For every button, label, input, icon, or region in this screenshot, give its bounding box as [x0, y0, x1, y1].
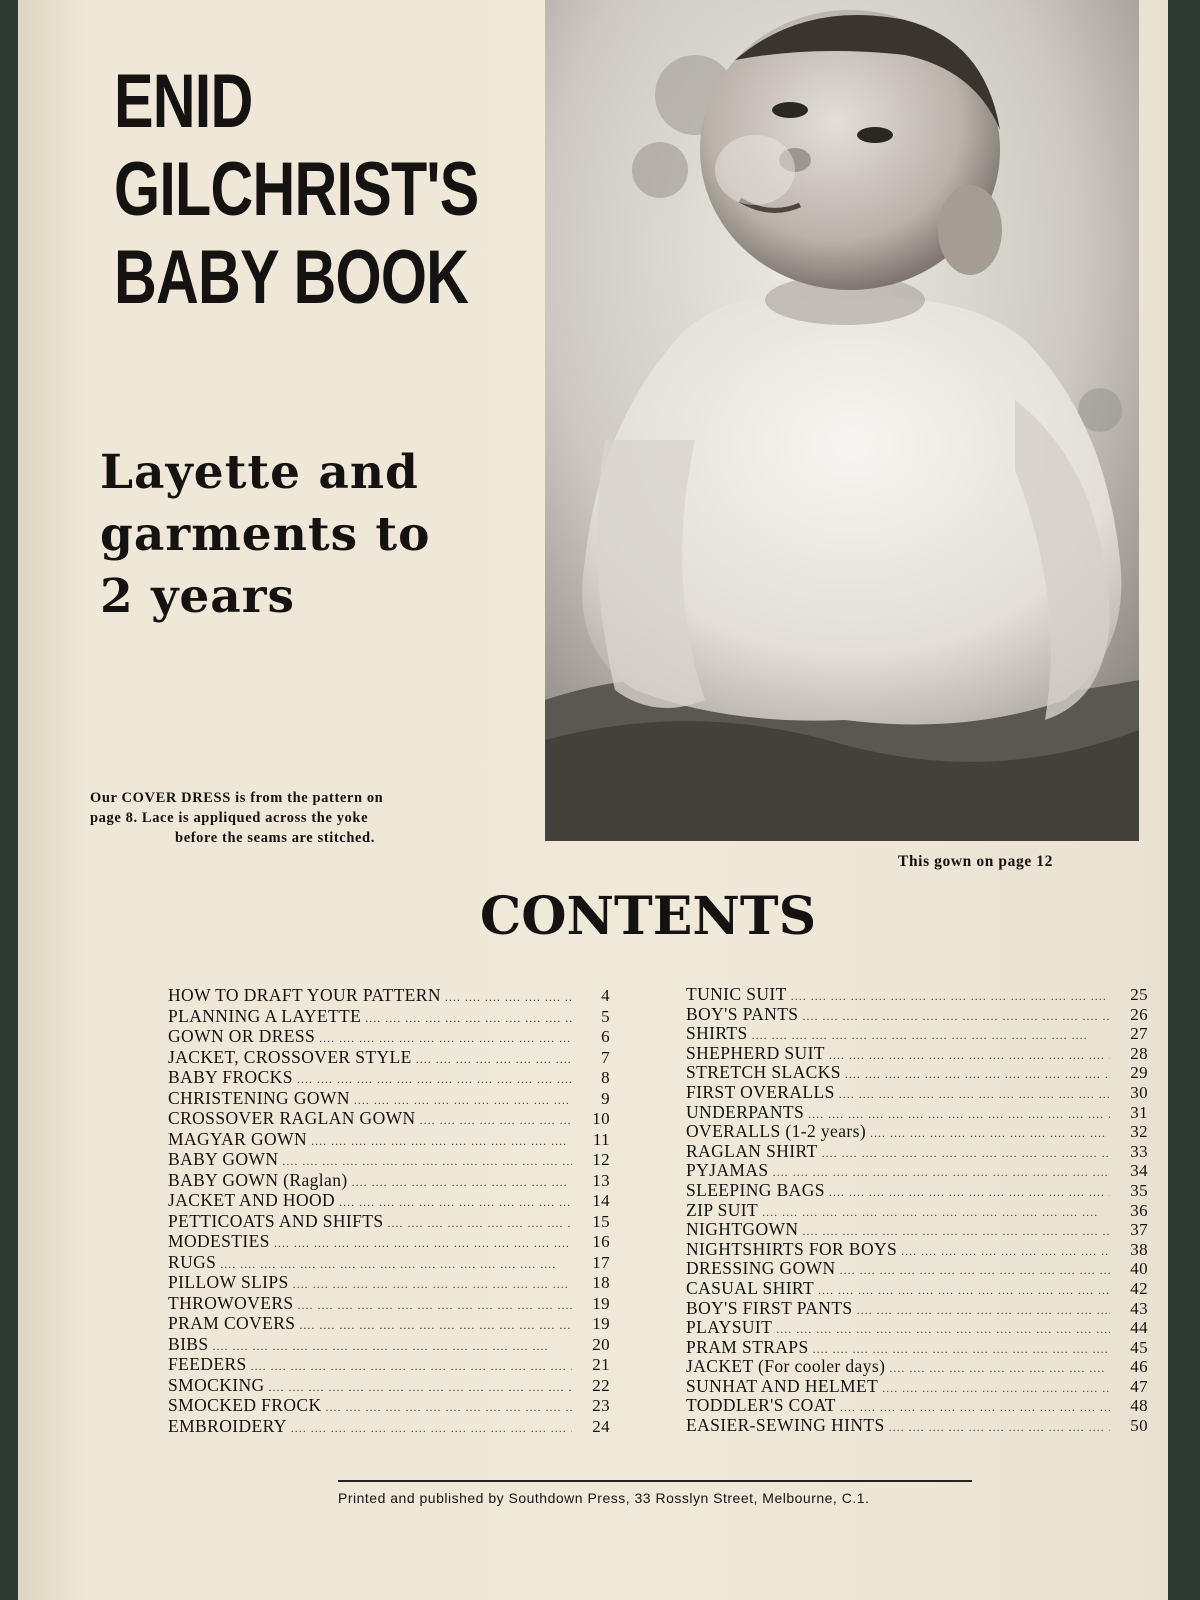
contents-entry-page: 19	[592, 1293, 610, 1313]
contents-entry	[686, 985, 1148, 1005]
dot-leader	[293, 1274, 572, 1295]
contents-entry-title: NIGHTGOWN	[686, 1219, 799, 1240]
dot-leader	[388, 1213, 572, 1234]
book-title	[114, 58, 479, 322]
contents-entry-title: SUNHAT AND HELMET	[686, 1375, 879, 1396]
contents-entry-title: OVERALLS (1-2 years)	[686, 1121, 867, 1142]
contents-entry	[168, 1190, 610, 1211]
contents-entry-page: 44	[1130, 1318, 1148, 1338]
contents-entry-title: SMOCKED FROCK	[168, 1395, 322, 1415]
contents-entry-page: 35	[1130, 1180, 1148, 1200]
contents-entry-page: 43	[1130, 1298, 1148, 1318]
contents-entry	[686, 1338, 1148, 1358]
contents-entry-page: 23	[592, 1396, 610, 1415]
publisher-footer: Printed and published by Southdown Press, 33 Rosslyn Street, Melbourne, C.1.	[338, 1490, 870, 1506]
dot-leader	[282, 1151, 572, 1172]
dot-leader	[365, 1008, 572, 1029]
contents-entry-page: 12	[592, 1150, 610, 1169]
contents-entry-title: RUGS	[168, 1251, 217, 1272]
contents-entry-title: PLAYSUIT	[686, 1317, 773, 1338]
contents-entry	[168, 1272, 610, 1293]
dot-leader	[220, 1254, 572, 1275]
contents-entry-title: ZIP SUIT	[686, 1199, 759, 1220]
contents-entry-page: 48	[1130, 1396, 1148, 1416]
contents-entry-page: 31	[1130, 1102, 1148, 1122]
dot-leader	[445, 987, 572, 1008]
contents-entry-page: 42	[1130, 1278, 1148, 1298]
contents-entry	[168, 1231, 610, 1252]
dot-leader	[840, 1261, 1110, 1281]
contents-entry-title: BIBS	[168, 1333, 209, 1354]
dot-leader	[416, 1049, 572, 1070]
contents-entry	[168, 1067, 610, 1088]
dot-leader	[829, 1183, 1110, 1203]
contents-entry	[686, 1103, 1148, 1123]
contents-entry-page: 28	[1130, 1043, 1148, 1063]
contents-entry	[168, 1006, 610, 1027]
contents-entry-page: 36	[1130, 1200, 1148, 1220]
contents-entry-title: EASIER-SEWING HINTS	[686, 1415, 885, 1436]
contents-entry	[168, 1334, 610, 1355]
dot-leader	[839, 1085, 1110, 1105]
dot-leader	[829, 1046, 1110, 1066]
contents-entry	[686, 1044, 1148, 1064]
dot-leader	[889, 1418, 1110, 1438]
contents-entry-title: BOY'S PANTS	[686, 1003, 799, 1024]
contents-entry-title: SMOCKING	[168, 1374, 265, 1395]
contents-entry-page: 34	[1130, 1161, 1148, 1181]
dot-leader	[776, 1320, 1110, 1340]
contents-entry-page: 46	[1130, 1357, 1148, 1377]
book-page	[18, 0, 1168, 1600]
contents-entry-title: MAGYAR GOWN	[168, 1128, 308, 1149]
contents-entry	[686, 1416, 1148, 1436]
contents-entry-page: 7	[601, 1047, 610, 1067]
baby-photo	[545, 0, 1139, 841]
photo-caption: This gown on page 12	[898, 853, 1053, 870]
contents-entry-title: FIRST OVERALLS	[686, 1081, 835, 1102]
contents-entry	[168, 1375, 610, 1396]
dot-leader	[889, 1359, 1110, 1379]
contents-entry	[686, 1396, 1148, 1416]
contents-entry	[168, 1313, 610, 1334]
contents-entry	[686, 1299, 1148, 1319]
dot-leader	[339, 1192, 572, 1213]
contents-entry-page: 8	[601, 1068, 610, 1087]
contents-heading: CONTENTS	[479, 886, 817, 947]
dot-leader	[762, 1203, 1110, 1223]
contents-entry-title: CROSSOVER RAGLAN GOWN	[168, 1108, 416, 1128]
contents-entry-page: 47	[1130, 1376, 1148, 1396]
contents-entry-page: 40	[1130, 1259, 1148, 1279]
book-subtitle	[100, 442, 480, 628]
contents-list-right	[686, 985, 1148, 1436]
contents-entry	[168, 1252, 610, 1273]
contents-entry-title: PETTICOATS AND SHIFTS	[168, 1210, 384, 1231]
dot-leader	[901, 1242, 1110, 1262]
contents-entry-page: 32	[1130, 1122, 1148, 1142]
dot-leader	[870, 1124, 1110, 1144]
contents-entry-title: BABY GOWN (Raglan)	[168, 1169, 348, 1190]
dot-leader	[311, 1131, 572, 1152]
contents-entry	[168, 1149, 610, 1170]
dot-leader	[274, 1233, 572, 1254]
contents-entry	[168, 1026, 610, 1047]
contents-entry	[686, 1142, 1148, 1162]
contents-entry	[168, 1293, 610, 1314]
contents-entry-page: 10	[592, 1109, 610, 1128]
contents-entry	[686, 1279, 1148, 1299]
contents-entry-page: 5	[601, 1006, 610, 1026]
contents-entry-title: SHEPHERD SUIT	[686, 1042, 825, 1063]
contents-entry-title: BABY GOWN	[168, 1149, 279, 1169]
contents-entry	[168, 1170, 610, 1191]
contents-entry	[686, 1259, 1148, 1279]
dot-leader	[420, 1110, 572, 1131]
contents-entry-page: 33	[1130, 1141, 1148, 1161]
dot-leader	[326, 1397, 573, 1418]
contents-entry	[686, 1318, 1148, 1338]
contents-entry-title: SHIRTS	[686, 1023, 748, 1044]
contents-entry-title: UNDERPANTS	[686, 1101, 805, 1122]
contents-entry	[686, 1024, 1148, 1044]
contents-entry	[686, 1357, 1148, 1377]
dot-leader	[845, 1065, 1110, 1085]
cover-note-line-2: page 8. Lace is appliqued across the yoke	[90, 810, 369, 826]
contents-entry	[686, 1005, 1148, 1025]
subtitle-line-3: 2 years	[100, 569, 295, 624]
contents-entry-page: 22	[592, 1375, 610, 1395]
contents-entry-title: MODESTIES	[168, 1231, 270, 1251]
contents-entry-page: 17	[592, 1252, 610, 1272]
contents-entry-title: TODDLER'S COAT	[686, 1395, 836, 1416]
contents-entry-title: CHRISTENING GOWN	[168, 1087, 350, 1108]
contents-entry-title: RAGLAN SHIRT	[686, 1140, 818, 1161]
cover-dress-note	[90, 788, 460, 848]
contents-entry	[168, 1416, 610, 1437]
contents-entry	[168, 1088, 610, 1109]
contents-entry	[686, 1377, 1148, 1397]
title-line-2: GILCHRIST'S	[114, 147, 479, 232]
contents-entry-page: 37	[1130, 1220, 1148, 1240]
dot-leader	[251, 1356, 572, 1377]
dot-leader	[354, 1090, 572, 1111]
contents-entry-page: 15	[592, 1211, 610, 1231]
contents-entry	[686, 1240, 1148, 1260]
dot-leader	[291, 1418, 572, 1439]
title-line-3: BABY BOOK	[114, 235, 469, 320]
contents-entry	[686, 1083, 1148, 1103]
contents-entry-title: PYJAMAS	[686, 1160, 769, 1181]
subtitle-line-1: Layette and	[100, 445, 419, 500]
contents-entry	[686, 1181, 1148, 1201]
contents-entry-page: 13	[592, 1170, 610, 1190]
contents-entry-title: JACKET (For cooler days)	[686, 1356, 886, 1377]
contents-entry-title: BABY FROCKS	[168, 1067, 293, 1087]
contents-entry-page: 25	[1130, 985, 1148, 1004]
dot-leader	[269, 1377, 572, 1398]
contents-entry-page: 4	[601, 986, 610, 1005]
contents-entry-page: 14	[592, 1191, 610, 1210]
contents-entry-title: HOW TO DRAFT YOUR PATTERN	[168, 985, 441, 1005]
contents-entry	[686, 1122, 1148, 1142]
contents-entry-title: DRESSING GOWN	[686, 1258, 836, 1279]
contents-entry	[168, 1108, 610, 1129]
contents-entry	[168, 1354, 610, 1375]
dot-leader	[791, 987, 1110, 1007]
contents-entry-title: PILLOW SLIPS	[168, 1272, 289, 1292]
contents-entry-title: FEEDERS	[168, 1354, 247, 1374]
dot-leader	[213, 1336, 572, 1357]
contents-entry-page: 50	[1130, 1416, 1148, 1436]
contents-entry-page: 9	[601, 1088, 610, 1108]
contents-entry-title: JACKET AND HOOD	[168, 1190, 336, 1210]
contents-entry-title: THROWOVERS	[168, 1292, 294, 1313]
contents-entry	[686, 1201, 1148, 1221]
contents-entry-title: PLANNING A LAYETTE	[168, 1005, 362, 1026]
contents-entry-title: CASUAL SHIRT	[686, 1277, 815, 1298]
contents-entry-title: NIGHTSHIRTS FOR BOYS	[686, 1238, 898, 1259]
contents-entry-page: 30	[1130, 1082, 1148, 1102]
dot-leader	[298, 1295, 572, 1316]
subtitle-line-2: garments to	[100, 507, 431, 562]
contents-entry	[168, 985, 610, 1006]
dot-leader	[802, 1007, 1110, 1027]
contents-entry-page: 27	[1130, 1024, 1148, 1044]
contents-entry-page: 6	[601, 1027, 610, 1046]
contents-entry	[686, 1063, 1148, 1083]
contents-entry	[686, 1161, 1148, 1181]
contents-entry-title: PRAM STRAPS	[686, 1336, 809, 1357]
baby-photo-illustration	[545, 0, 1139, 841]
contents-entry-title: TUNIC SUIT	[686, 984, 787, 1004]
contents-entry-title: EMBROIDERY	[168, 1415, 287, 1436]
dot-leader	[818, 1281, 1110, 1301]
contents-entry-page: 11	[592, 1129, 610, 1149]
dot-leader	[882, 1379, 1110, 1399]
title-line-1: ENID	[114, 59, 253, 144]
contents-entry-page: 20	[592, 1334, 610, 1354]
contents-entry	[168, 1047, 610, 1068]
contents-entry-title: STRETCH SLACKS	[686, 1062, 841, 1083]
contents-entry-page: 19	[592, 1314, 610, 1333]
footer-rule	[338, 1480, 972, 1482]
contents-entry-page: 16	[592, 1232, 610, 1251]
contents-entry-page: 18	[592, 1273, 610, 1292]
contents-entry-page: 38	[1130, 1239, 1148, 1259]
contents-entry-title: SLEEPING BAGS	[686, 1179, 825, 1200]
contents-entry-page: 29	[1130, 1063, 1148, 1083]
contents-entry-title: JACKET, CROSSOVER STYLE	[168, 1046, 412, 1067]
contents-entry	[168, 1129, 610, 1150]
contents-entry-title: GOWN OR DRESS	[168, 1026, 316, 1046]
contents-entry	[686, 1220, 1148, 1240]
contents-entry-title: BOY'S FIRST PANTS	[686, 1297, 853, 1318]
cover-note-line-3: before the seams are stitched.	[175, 830, 375, 846]
contents-entry	[168, 1211, 610, 1232]
contents-entry-title: PRAM COVERS	[168, 1313, 296, 1333]
dot-leader	[297, 1069, 572, 1090]
dot-leader	[352, 1172, 572, 1193]
dot-leader	[299, 1315, 572, 1336]
dot-leader	[319, 1028, 572, 1049]
contents-entry-page: 45	[1130, 1337, 1148, 1357]
contents-entry	[168, 1395, 610, 1416]
contents-entry-page: 24	[592, 1416, 610, 1436]
contents-entry-page: 21	[592, 1355, 610, 1374]
dot-leader	[857, 1301, 1110, 1321]
dot-leader	[822, 1144, 1110, 1164]
contents-entry-page: 26	[1130, 1004, 1148, 1024]
cover-note-line-1: Our COVER DRESS is from the pattern on	[90, 790, 384, 806]
contents-list-left	[168, 985, 610, 1436]
